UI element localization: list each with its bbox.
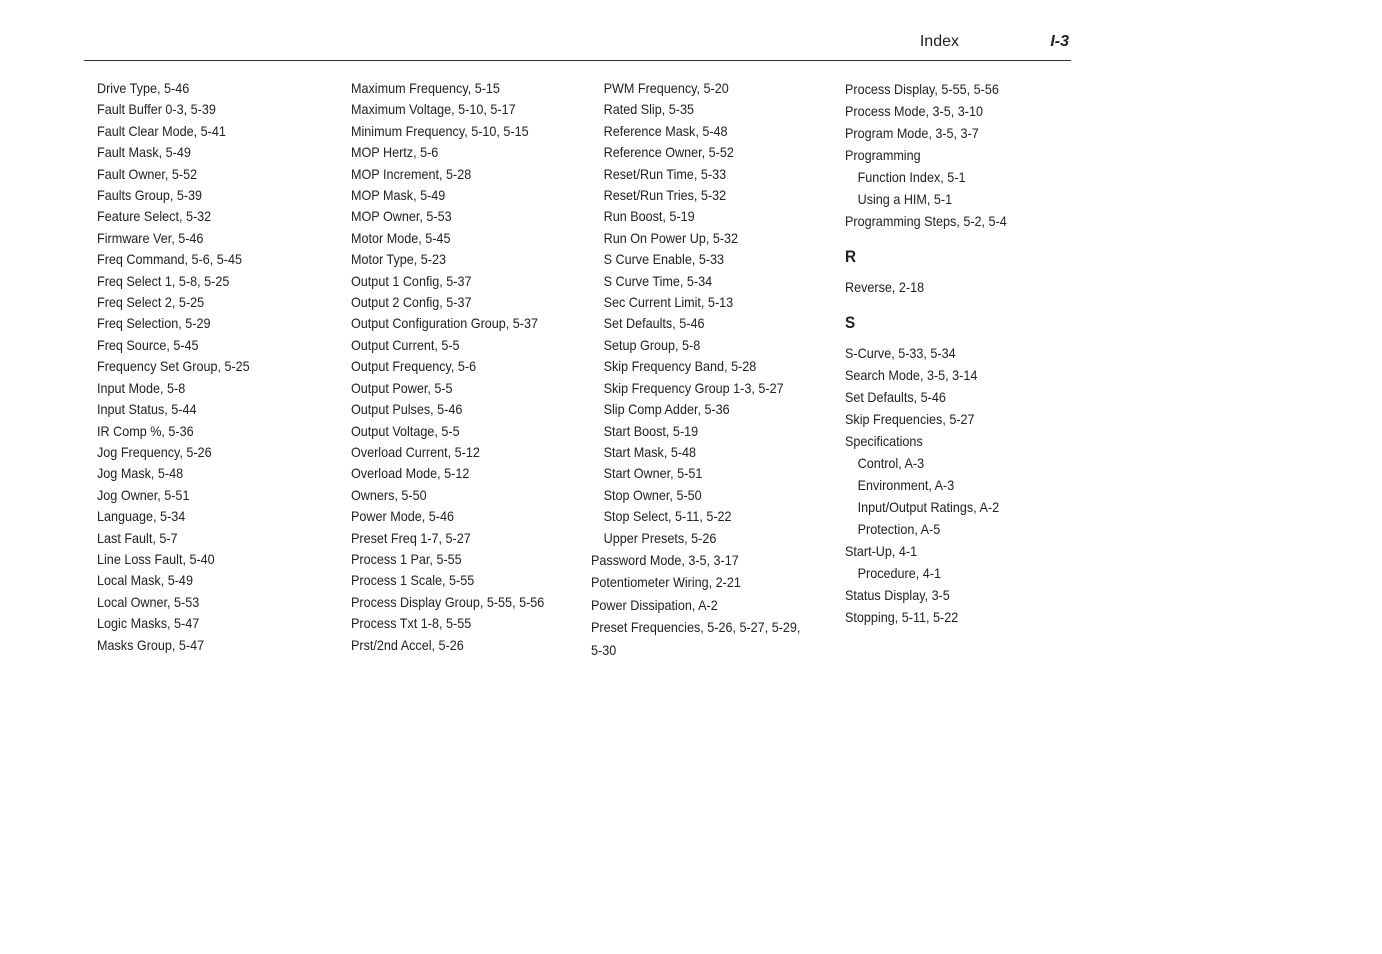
index-entry: Start-Up, 4-1	[845, 543, 918, 559]
index-entry: Output Configuration Group, 5-37	[351, 315, 539, 332]
index-entry: Freq Selection, 5-29	[97, 315, 211, 332]
index-subentry: Procedure, 4-1	[857, 565, 941, 581]
index-entry: Skip Frequencies, 5-27	[845, 411, 975, 427]
index-entry: Potentiometer Wiring, 2-21	[591, 574, 741, 591]
index-subentry: Run On Power Up, 5-32	[603, 229, 739, 246]
index-entry: Feature Select, 5-32	[97, 208, 212, 225]
index-subentry: Set Defaults, 5-46	[603, 315, 705, 332]
section-title: Index	[919, 33, 959, 50]
index-entry: Freq Command, 5-6, 5-45	[97, 251, 242, 268]
index-entry: Power Mode, 5-46	[351, 508, 454, 525]
index-subentry: Control, A-3	[857, 455, 925, 471]
index-entry: Preset Frequencies, 5-26, 5-27, 5-29,	[591, 619, 801, 636]
index-entry: Password Mode, 3-5, 3-17	[591, 551, 739, 568]
index-entry: Fault Buffer 0-3, 5-39	[97, 101, 216, 118]
index-entry: Output Pulses, 5-46	[351, 401, 463, 418]
index-entry: Programming	[845, 147, 921, 163]
index-subentry-group	[591, 78, 800, 549]
index-column-4	[845, 78, 1007, 628]
index-subentry: Rated Slip, 5-35	[603, 101, 694, 118]
index-entry: Output Frequency, 5-6	[351, 358, 477, 375]
index-entry: Drive Type, 5-46	[97, 80, 190, 96]
page-header	[84, 30, 1071, 61]
index-column-2	[351, 78, 544, 656]
index-entry: Process Txt 1-8, 5-55	[351, 615, 472, 632]
index-entry: Fault Owner, 5-52	[97, 165, 198, 182]
index-subentry: Reset/Run Time, 5-33	[603, 165, 727, 182]
index-subentry: Protection, A-5	[857, 521, 941, 537]
index-subentry: Setup Group, 5-8	[603, 336, 701, 353]
index-letter-heading-s: S	[845, 313, 856, 332]
index-subentry: Slip Comp Adder, 5-36	[603, 401, 730, 418]
index-entry-group	[591, 550, 800, 661]
index-letter-heading-r: R	[845, 247, 857, 266]
index-entry: MOP Mask, 5-49	[351, 187, 446, 204]
index-entry: Reverse, 2-18	[845, 279, 925, 295]
index-subentry: Reference Owner, 5-52	[603, 144, 734, 161]
index-subentry: Reset/Run Tries, 5-32	[603, 187, 727, 204]
index-entry: MOP Owner, 5-53	[351, 208, 452, 225]
index-entry: Overload Mode, 5-12	[351, 465, 470, 482]
index-subentry: Skip Frequency Band, 5-28	[603, 358, 757, 375]
index-entry: Maximum Frequency, 5-15	[351, 80, 500, 96]
index-entry: Jog Mask, 5-48	[97, 465, 184, 482]
index-entry: Process Display Group, 5-55, 5-56	[351, 593, 545, 610]
index-subentry: Start Owner, 5-51	[603, 465, 703, 482]
index-entry: Motor Type, 5-23	[351, 251, 447, 268]
index-entry: Power Dissipation, A-2	[591, 596, 718, 613]
index-column-3	[591, 78, 800, 661]
index-subentry: Function Index, 5-1	[857, 169, 966, 185]
index-entry: Freq Source, 5-45	[97, 336, 199, 353]
index-entry: Set Defaults, 5-46	[845, 389, 946, 405]
index-entry: Output Voltage, 5-5	[351, 422, 460, 439]
index-entry: Local Owner, 5-53	[97, 593, 200, 610]
index-entry: Input Mode, 5-8	[97, 379, 186, 396]
index-entry: Overload Current, 5-12	[351, 443, 480, 460]
index-entry: Specifications	[845, 433, 923, 449]
index-entry: IR Comp %, 5-36	[97, 422, 194, 439]
index-entry: Input Status, 5-44	[97, 401, 197, 418]
index-subentry: Using a HIM, 5-1	[857, 191, 953, 207]
index-entry: Process 1 Scale, 5-55	[351, 572, 475, 589]
index-entry: Line Loss Fault, 5-40	[97, 550, 215, 567]
index-subentry: Reference Mask, 5-48	[603, 122, 728, 139]
index-entry: Last Fault, 5-7	[97, 529, 178, 546]
index-entry: Prst/2nd Accel, 5-26	[351, 636, 464, 653]
index-subentry: Stop Select, 5-11, 5-22	[603, 508, 732, 525]
index-subentry: Stop Owner, 5-50	[603, 486, 702, 503]
index-subentry: PWM Frequency, 5-20	[603, 80, 729, 96]
index-entry: Jog Frequency, 5-26	[97, 443, 212, 460]
index-entry: Minimum Frequency, 5-10, 5-15	[351, 122, 529, 139]
index-subentry: Skip Frequency Group 1-3, 5-27	[603, 379, 784, 396]
index-group-p	[845, 78, 1007, 232]
index-subentry: S Curve Time, 5-34	[603, 272, 713, 289]
index-column-1	[97, 78, 250, 656]
index-entry: Output 1 Config, 5-37	[351, 272, 472, 289]
index-entry: Process 1 Par, 5-55	[351, 550, 462, 567]
index-entry: Freq Select 2, 5-25	[97, 294, 205, 311]
index-entry: Firmware Ver, 5-46	[97, 229, 204, 246]
index-subentry: Start Mask, 5-48	[603, 443, 697, 460]
index-subentry: Run Boost, 5-19	[603, 208, 695, 225]
index-subentry: Input/Output Ratings, A-2	[857, 499, 1000, 515]
index-entry: Jog Owner, 5-51	[97, 486, 190, 503]
page-number: I-3	[1050, 33, 1069, 50]
index-group-r	[845, 276, 1007, 298]
index-entry: Output Power, 5-5	[351, 379, 453, 396]
index-entry: Logic Masks, 5-47	[97, 615, 200, 632]
index-group-s	[845, 342, 1007, 628]
index-entry: Owners, 5-50	[351, 486, 427, 503]
index-entry: MOP Hertz, 5-6	[351, 144, 439, 161]
index-entry: Program Mode, 3-5, 3-7	[845, 125, 979, 141]
index-entry: Search Mode, 3-5, 3-14	[845, 367, 978, 383]
index-entry: Language, 5-34	[97, 508, 186, 525]
index-entry: Process Display, 5-55, 5-56	[845, 81, 999, 97]
index-entry: Masks Group, 5-47	[97, 636, 205, 653]
index-entry: Fault Clear Mode, 5-41	[97, 122, 226, 139]
index-entry: Maximum Voltage, 5-10, 5-17	[351, 101, 516, 118]
index-entry: Fault Mask, 5-49	[97, 144, 191, 161]
index-entry: Stopping, 5-11, 5-22	[845, 609, 959, 625]
index-entry: Process Mode, 3-5, 3-10	[845, 103, 983, 119]
index-entry: Status Display, 3-5	[845, 587, 950, 603]
index-entry: Output Current, 5-5	[351, 336, 460, 353]
index-entry: Preset Freq 1-7, 5-27	[351, 529, 471, 546]
index-entry: Faults Group, 5-39	[97, 187, 203, 204]
index-subentry: S Curve Enable, 5-33	[603, 251, 725, 268]
index-entry: Output 2 Config, 5-37	[351, 294, 472, 311]
index-entry: Motor Mode, 5-45	[351, 229, 451, 246]
index-subentry: Upper Presets, 5-26	[603, 529, 717, 546]
index-subentry: Sec Current Limit, 5-13	[603, 294, 734, 311]
index-subentry: Start Boost, 5-19	[603, 422, 699, 439]
index-entry: MOP Increment, 5-28	[351, 165, 472, 182]
index-entry: Frequency Set Group, 5-25	[97, 358, 250, 375]
index-entry: Programming Steps, 5-2, 5-4	[845, 213, 1007, 229]
index-entry: 5-30	[591, 641, 617, 658]
index-entry: Local Mask, 5-49	[97, 572, 193, 589]
index-subentry: Environment, A-3	[857, 477, 955, 493]
index-entry: Freq Select 1, 5-8, 5-25	[97, 272, 230, 289]
index-entry: S-Curve, 5-33, 5-34	[845, 345, 956, 361]
